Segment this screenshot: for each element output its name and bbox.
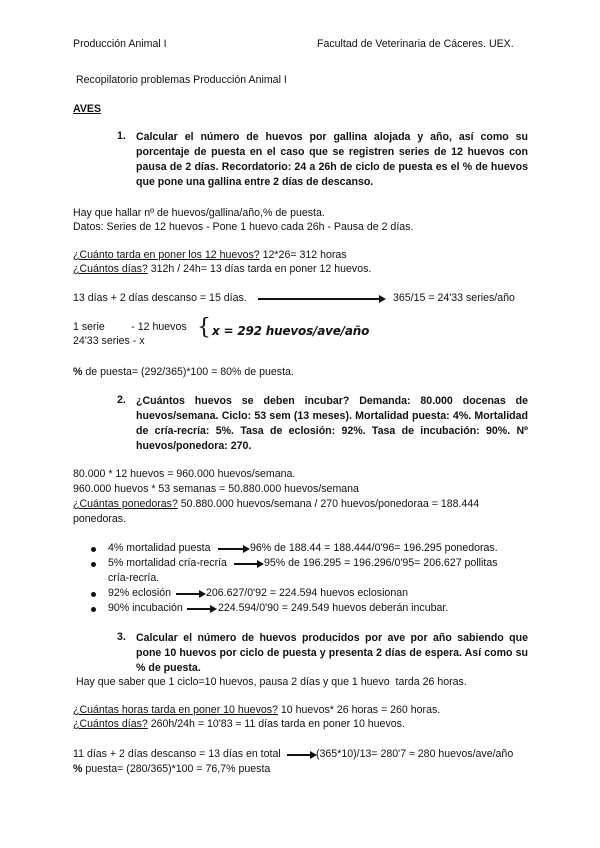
p1-sum-left: 13 días + 2 días descanso = 15 días.: [73, 292, 247, 304]
problem-1-statement: Calcular el número de huevos por gallina alojada y año, así como su porcentaje de puesta en el caso que se registren series de 12 huevos con pausa de 2 días. Recordatorio: 24 a 26h de ciclo de puesta es el % de huevos que pone una gallina entre 2 días de descanso.: [136, 131, 528, 188]
p3-puesta-text: puesta= (280/365)*100 = 76,7% puesta: [82, 763, 271, 775]
problem-2-statement: ¿Cuántos huevos se deben incubar? Demanda: 80.000 docenas de huevos/semana. Ciclo: 53 sem (13 meses). Mortalidad puesta: 4%. Mortalidad de cría-recría: 5%. Tasa de eclosión: 92%. Tasa de incubación: 90%. Nº huevos/ponedora: 270.: [136, 395, 528, 452]
p2-question: ¿Cuántas ponedoras?: [73, 498, 178, 510]
arrow-icon: [218, 548, 244, 550]
p2-bullet-3-left: 92% eclosión: [108, 587, 172, 599]
p1-question-1: ¿Cuánto tarda en poner los 12 huevos?: [73, 249, 260, 261]
section-title: AVES: [73, 103, 102, 115]
p3-puesta: [73, 763, 270, 776]
bullet-icon: [91, 607, 96, 612]
p3-result-2: 260h/24h = 10'83 ≈ 11 días tarda en poner 10 huevos.: [147, 718, 405, 730]
p1-line2: Datos: Series de 12 huevos - Pone 1 huevo cada 26h - Pausa de 2 días.: [73, 221, 414, 233]
p1-line1: Hay que hallar nº de huevos/gallina/año,% de puesta.: [73, 207, 325, 219]
problem-2-number: 2.: [117, 394, 126, 406]
problem-3-statement: Calcular el número de huevos producidos por ave por año sabiendo que pone 10 huevos por ciclo de puesta y presenta 2 días de espera. Así como su % de puesta.: [136, 632, 528, 674]
arrow-icon: [187, 608, 211, 610]
brace-icon: {: [197, 315, 211, 340]
p2-bullet-2-left: 5% mortalidad cría-recría: [108, 557, 227, 569]
p1-answer-1: [73, 249, 347, 262]
doc-title: Recopilatorio problemas Producción Animal I: [76, 74, 287, 86]
p3-question-2: ¿Cuántos días?: [73, 718, 148, 730]
p2-answer-cont: ponedoras.: [73, 513, 127, 525]
p3-sum-right: (365*10)/13= 280'7 ≈ 280 huevos/ave/año: [316, 748, 514, 760]
p2-bullet-4-right: 224.594/0'90 = 249.549 huevos deberán incubar.: [218, 602, 449, 614]
p3-result-1: 10 huevos* 26 horas = 260 horas.: [277, 704, 441, 716]
arrow-icon: [287, 754, 311, 756]
p1-result-2: 312h / 24h= 13 días tarda en poner 12 huevos.: [147, 263, 372, 275]
p1-puesta: [73, 366, 294, 379]
arrow-icon: [176, 593, 200, 595]
p1-handwritten-result: x = 292 huevos/ave/año: [212, 324, 370, 338]
p2-line1: 80.000 * 12 huevos = 960.000 huevos/semana.: [73, 468, 296, 480]
p2-bullet-2-cont: cría-recría.: [108, 572, 160, 584]
p2-bullet-3-right: 206.627/0'92 = 224.594 huevos eclosionan: [206, 587, 409, 599]
p2-bullet-4-left: 90% incubación: [108, 602, 183, 614]
p3-puesta-symbol: %: [73, 763, 83, 775]
header-right: Facultad de Veterinaria de Cáceres. UEX.: [317, 38, 514, 50]
bullet-icon: [91, 562, 96, 567]
problem-3-number: 3.: [117, 631, 126, 643]
p1-answer-2: [73, 263, 371, 276]
p1-result-1: 12*26= 312 horas: [259, 249, 347, 261]
p2-bullet-1-right: 96% de 188.44 = 188.444/0'96= 196.295 ponedoras.: [250, 542, 498, 554]
arrow-icon: [234, 563, 258, 565]
p1-rule-1: 1 serie - 12 huevos: [73, 321, 187, 333]
problem-1-number: 1.: [117, 130, 126, 142]
p3-line1: Hay que saber que 1 ciclo=10 huevos, pausa 2 días y que 1 huevo tarda 26 horas.: [76, 676, 467, 688]
p1-question-2: ¿Cuántos días?: [73, 263, 148, 275]
arrow-icon: [258, 298, 380, 300]
p3-question-1: ¿Cuántas horas tarda en poner 10 huevos?: [73, 704, 278, 716]
header-left: Producción Animal I: [73, 38, 167, 50]
p1-puesta-text: de puesta= (292/365)*100 = 80% de puesta.: [82, 366, 294, 378]
p1-puesta-symbol: %: [73, 366, 83, 378]
p2-bullet-2-right: 95% de 196.295 = 196.296/0'95= 206.627 pollitas: [264, 557, 498, 569]
p1-sum-right: 365/15 = 24'33 series/año: [393, 292, 515, 304]
bullet-icon: [91, 547, 96, 552]
p1-rule-2: 24'33 series - x: [73, 335, 145, 347]
p3-sum-left: 11 días + 2 días descanso = 13 días en total: [73, 748, 281, 760]
bullet-icon: [91, 592, 96, 597]
p2-line2: 960.000 huevos * 53 semanas = 50.880.000 huevos/semana: [73, 483, 359, 495]
p3-answer-2: [73, 718, 405, 731]
p2-result: 50.880.000 huevos/semana / 270 huevos/ponedoraa = 188.444: [177, 498, 480, 510]
p3-answer-1: [73, 704, 440, 717]
p2-bullet-1-left: 4% mortalidad puesta: [108, 542, 211, 554]
p2-answer: [73, 498, 479, 511]
